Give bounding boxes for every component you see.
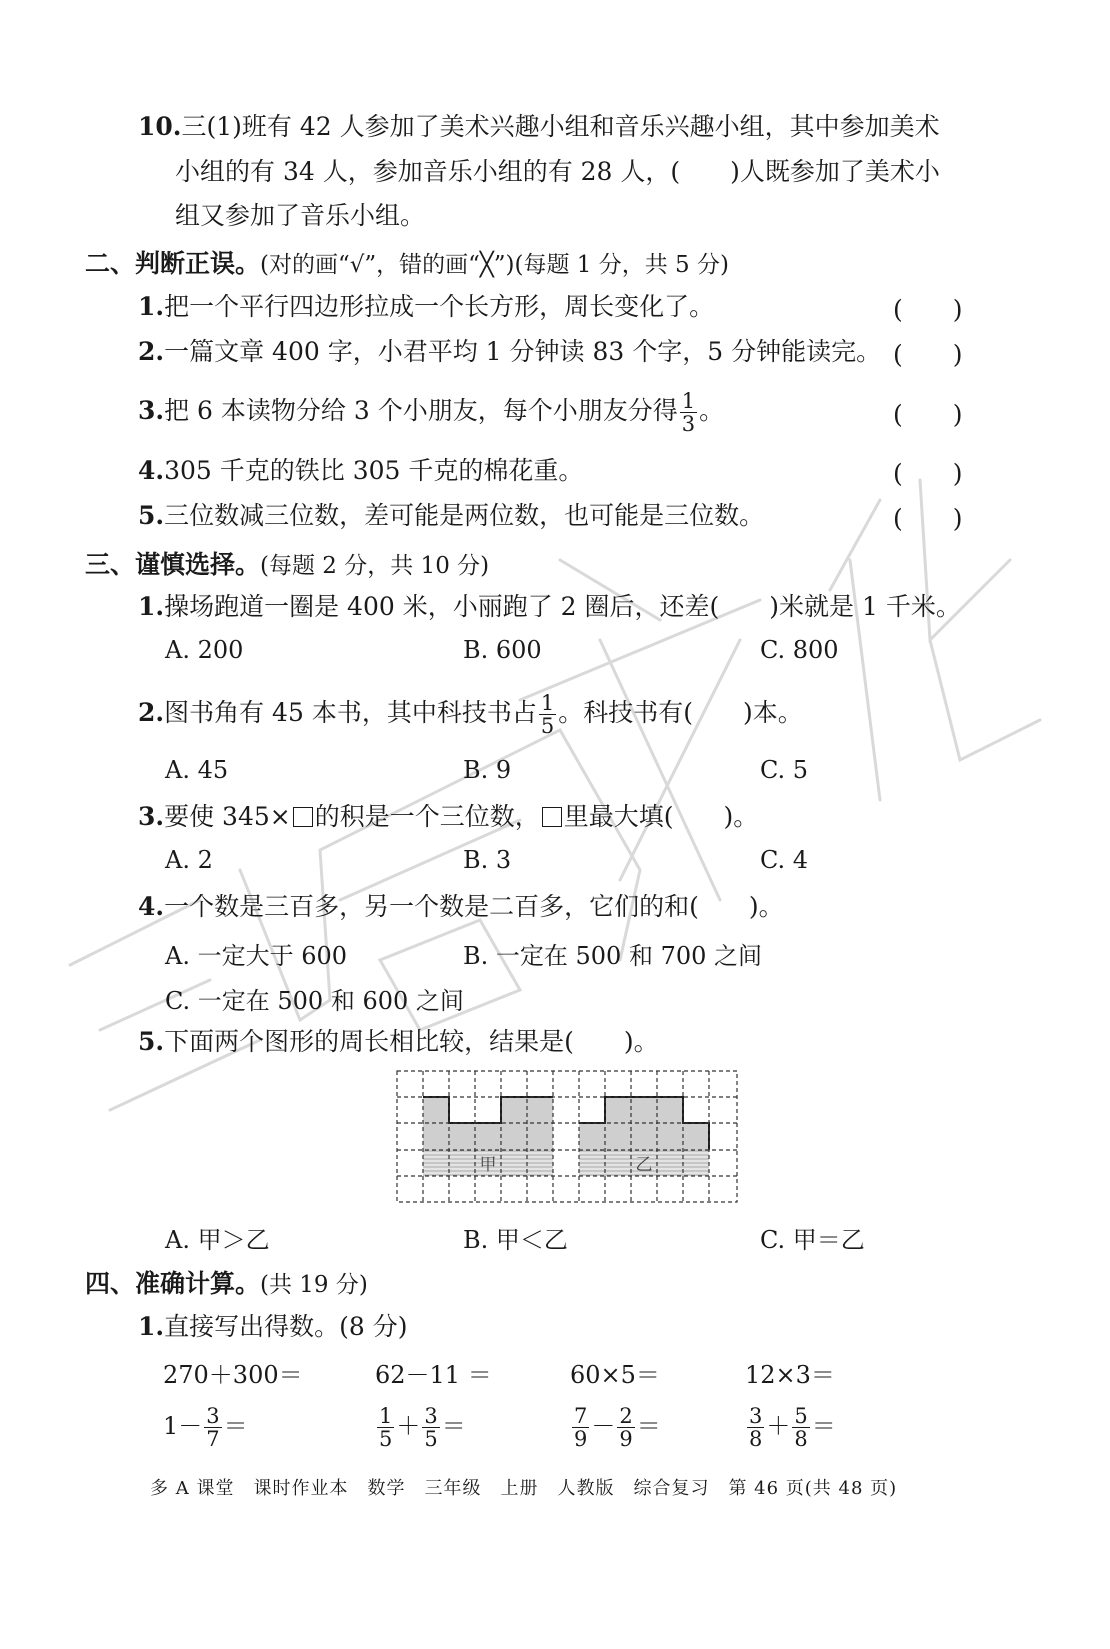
- s3-q4-option-a[interactable]: A. 一定大于 600: [165, 942, 348, 970]
- fraction-one-third: [680, 390, 697, 435]
- s3-q3-option-b[interactable]: B. 3: [463, 846, 512, 874]
- s2-item-5-text: 三位数减三位数，差可能是两位数，也可能是三位数。: [164, 501, 765, 530]
- fraction: [747, 1405, 764, 1450]
- shape-yi-label: 乙: [635, 1155, 653, 1175]
- section2-subtitle: (对的画“√”，错的画“╳”)(每题 1 分，共 5 分): [260, 252, 729, 278]
- s3-q2: [138, 692, 803, 737]
- s2-item-1-number: 1.: [138, 292, 165, 321]
- fraction-denominator: 5: [540, 714, 555, 738]
- calc-r1-c4: 12×3＝: [745, 1361, 835, 1389]
- s3-q4-option-b[interactable]: B. 一定在 500 和 700 之间: [463, 942, 763, 970]
- fraction-numerator: 1: [540, 691, 555, 715]
- fraction-denominator: 8: [749, 1427, 763, 1451]
- fraction-numerator: 7: [574, 1404, 588, 1428]
- fraction-numerator: 3: [749, 1404, 763, 1428]
- operator: ＋: [396, 1412, 421, 1440]
- fraction-numerator: 5: [794, 1404, 808, 1428]
- s3-q5: [138, 1025, 659, 1059]
- s2-item-4: [138, 454, 583, 488]
- fraction-denominator: 5: [379, 1427, 393, 1451]
- s3-q2-text-end: 。科技书有( )本。: [558, 698, 803, 727]
- shape-jia-label: 甲: [479, 1155, 497, 1175]
- operator: ＋: [766, 1412, 791, 1440]
- s3-q3-option-a[interactable]: A. 2: [165, 846, 213, 874]
- s2-item-4-answer-blank[interactable]: ( ): [893, 459, 963, 488]
- fraction-denominator: 5: [424, 1427, 438, 1451]
- s3-q3: [138, 800, 758, 834]
- s3-q5-number: 5.: [138, 1027, 165, 1056]
- s3-q5-text: 下面两个图形的周长相比较，结果是( )。: [164, 1027, 659, 1056]
- s3-q2-option-c[interactable]: C. 5: [760, 756, 809, 784]
- section4-heading: [85, 1264, 368, 1300]
- equals-sign: ＝: [441, 1412, 466, 1440]
- calc-prefix: 1－: [163, 1412, 203, 1440]
- s2-item-1: [138, 290, 714, 324]
- s2-item-1-answer-blank[interactable]: ( ): [893, 295, 963, 324]
- s3-q4-option-c[interactable]: C. 一定在 500 和 600 之间: [165, 987, 464, 1015]
- s3-q4: [138, 890, 784, 924]
- s2-item-3-text: 把 6 本读物分给 3 个小朋友，每个小朋友分得: [164, 396, 678, 425]
- s3-q2-option-a[interactable]: A. 45: [165, 756, 229, 784]
- blank-box-icon: [293, 807, 313, 827]
- s2-item-3-text-end: 。: [699, 396, 725, 425]
- s2-item-3: [138, 390, 724, 435]
- equals-sign: ＝: [223, 1412, 248, 1440]
- s3-q2-number: 2.: [138, 698, 165, 727]
- perimeter-grid-figure: [395, 1070, 740, 1205]
- s3-q1: [138, 590, 961, 624]
- q10-line2: 小组的有 34 人，参加音乐小组的有 28 人，( )人既参加了美术小: [175, 157, 940, 186]
- fraction-numerator: 3: [424, 1404, 438, 1428]
- fraction: [204, 1405, 221, 1450]
- operator: －: [591, 1412, 616, 1440]
- s2-item-1-text: 把一个平行四边形拉成一个长方形，周长变化了。: [164, 292, 715, 321]
- section3-title: 三、谨慎选择。: [85, 550, 261, 579]
- s4-q1: [138, 1310, 407, 1344]
- fraction-one-fifth: [539, 692, 556, 737]
- fraction-denominator: 3: [681, 412, 696, 436]
- section3-heading: [85, 545, 489, 581]
- s2-item-2: [138, 335, 881, 369]
- fraction: [617, 1405, 634, 1450]
- s3-q2-text: 图书角有 45 本书，其中科技书占: [164, 698, 537, 727]
- s3-q4-text: 一个数是三百多，另一个数是二百多，它们的和( )。: [164, 892, 784, 921]
- s2-item-3-answer-blank[interactable]: ( ): [893, 400, 963, 429]
- s3-q2-option-b[interactable]: B. 9: [463, 756, 512, 784]
- s3-q1-option-a[interactable]: A. 200: [165, 636, 244, 664]
- blank-box-icon: [542, 807, 562, 827]
- s2-item-4-text: 305 千克的铁比 305 千克的棉花重。: [164, 456, 584, 485]
- calc-r1-c1: 270＋300＝: [163, 1361, 303, 1389]
- fraction-numerator: 3: [206, 1404, 220, 1428]
- s3-q1-number: 1.: [138, 592, 165, 621]
- s3-q3-text-a: 要使 345×: [164, 802, 291, 831]
- fraction: [792, 1405, 809, 1450]
- fraction-denominator: 7: [206, 1427, 220, 1451]
- fraction-denominator: 8: [794, 1427, 808, 1451]
- section3-subtitle: (每题 2 分，共 10 分): [260, 553, 490, 579]
- s3-q5-option-a[interactable]: A. 甲＞乙: [165, 1226, 270, 1254]
- s4-q1-number: 1.: [138, 1312, 165, 1341]
- equals-sign: ＝: [636, 1412, 661, 1440]
- section4-subtitle: (共 19 分): [260, 1272, 368, 1298]
- section4-title: 四、准确计算。: [85, 1269, 261, 1298]
- s3-q1-text: 操场跑道一圈是 400 米，小丽跑了 2 圈后，还差( )米就是 1 千米。: [164, 592, 961, 621]
- s3-q5-option-c[interactable]: C. 甲＝乙: [760, 1226, 865, 1254]
- s3-q3-text-c: 里最大填( )。: [563, 802, 759, 831]
- s3-q1-option-c[interactable]: C. 800: [760, 636, 839, 664]
- section2-title: 二、判断正误。: [85, 249, 261, 278]
- s3-q3-option-c[interactable]: C. 4: [760, 846, 809, 874]
- section2-heading: [85, 244, 729, 280]
- page-footer: 多 A 课堂 课时作业本 数学 三年级 上册 人教版 综合复习 第 46 页(共 48 页): [150, 1478, 898, 1499]
- s3-q5-option-b[interactable]: B. 甲＜乙: [463, 1226, 568, 1254]
- s2-item-3-number: 3.: [138, 396, 165, 425]
- calc-r2-c4: [745, 1405, 836, 1450]
- s2-item-2-answer-blank[interactable]: ( ): [893, 340, 963, 369]
- q10-text-1: 三(1)班有 42 人参加了美术兴趣小组和音乐兴趣小组，其中参加美术: [181, 112, 940, 141]
- s3-q3-text-b: 的积是一个三位数，: [314, 802, 540, 831]
- s2-item-4-number: 4.: [138, 456, 165, 485]
- calc-r2-c2: [375, 1405, 466, 1450]
- s3-q4-number: 4.: [138, 892, 165, 921]
- s2-item-5: [138, 499, 764, 533]
- fraction: [572, 1405, 589, 1450]
- fraction-denominator: 9: [619, 1427, 633, 1451]
- fraction: [377, 1405, 394, 1450]
- fraction-numerator: 1: [681, 389, 696, 413]
- fraction: [422, 1405, 439, 1450]
- fraction-denominator: 9: [574, 1427, 588, 1451]
- fraction-numerator: 2: [619, 1404, 633, 1428]
- calc-r1-c3: 60×5＝: [570, 1361, 660, 1389]
- s2-item-2-number: 2.: [138, 337, 165, 366]
- q10-line1: [138, 110, 940, 144]
- s3-q3-number: 3.: [138, 802, 165, 831]
- q10-number: 10.: [138, 112, 182, 141]
- equals-sign: ＝: [811, 1412, 836, 1440]
- fraction-numerator: 1: [379, 1404, 393, 1428]
- q10-line3: 组又参加了音乐小组。: [175, 201, 426, 230]
- calc-r2-c3: [570, 1405, 661, 1450]
- s3-q1-option-b[interactable]: B. 600: [463, 636, 542, 664]
- s2-item-2-text: 一篇文章 400 字，小君平均 1 分钟读 83 个字，5 分钟能读完。: [164, 337, 882, 366]
- calc-r2-c1: [163, 1405, 248, 1450]
- s4-q1-text: 直接写出得数。(8 分): [164, 1312, 408, 1341]
- s2-item-5-answer-blank[interactable]: ( ): [893, 504, 963, 533]
- s2-item-5-number: 5.: [138, 501, 165, 530]
- calc-r1-c2: 62－11 ＝: [375, 1361, 492, 1389]
